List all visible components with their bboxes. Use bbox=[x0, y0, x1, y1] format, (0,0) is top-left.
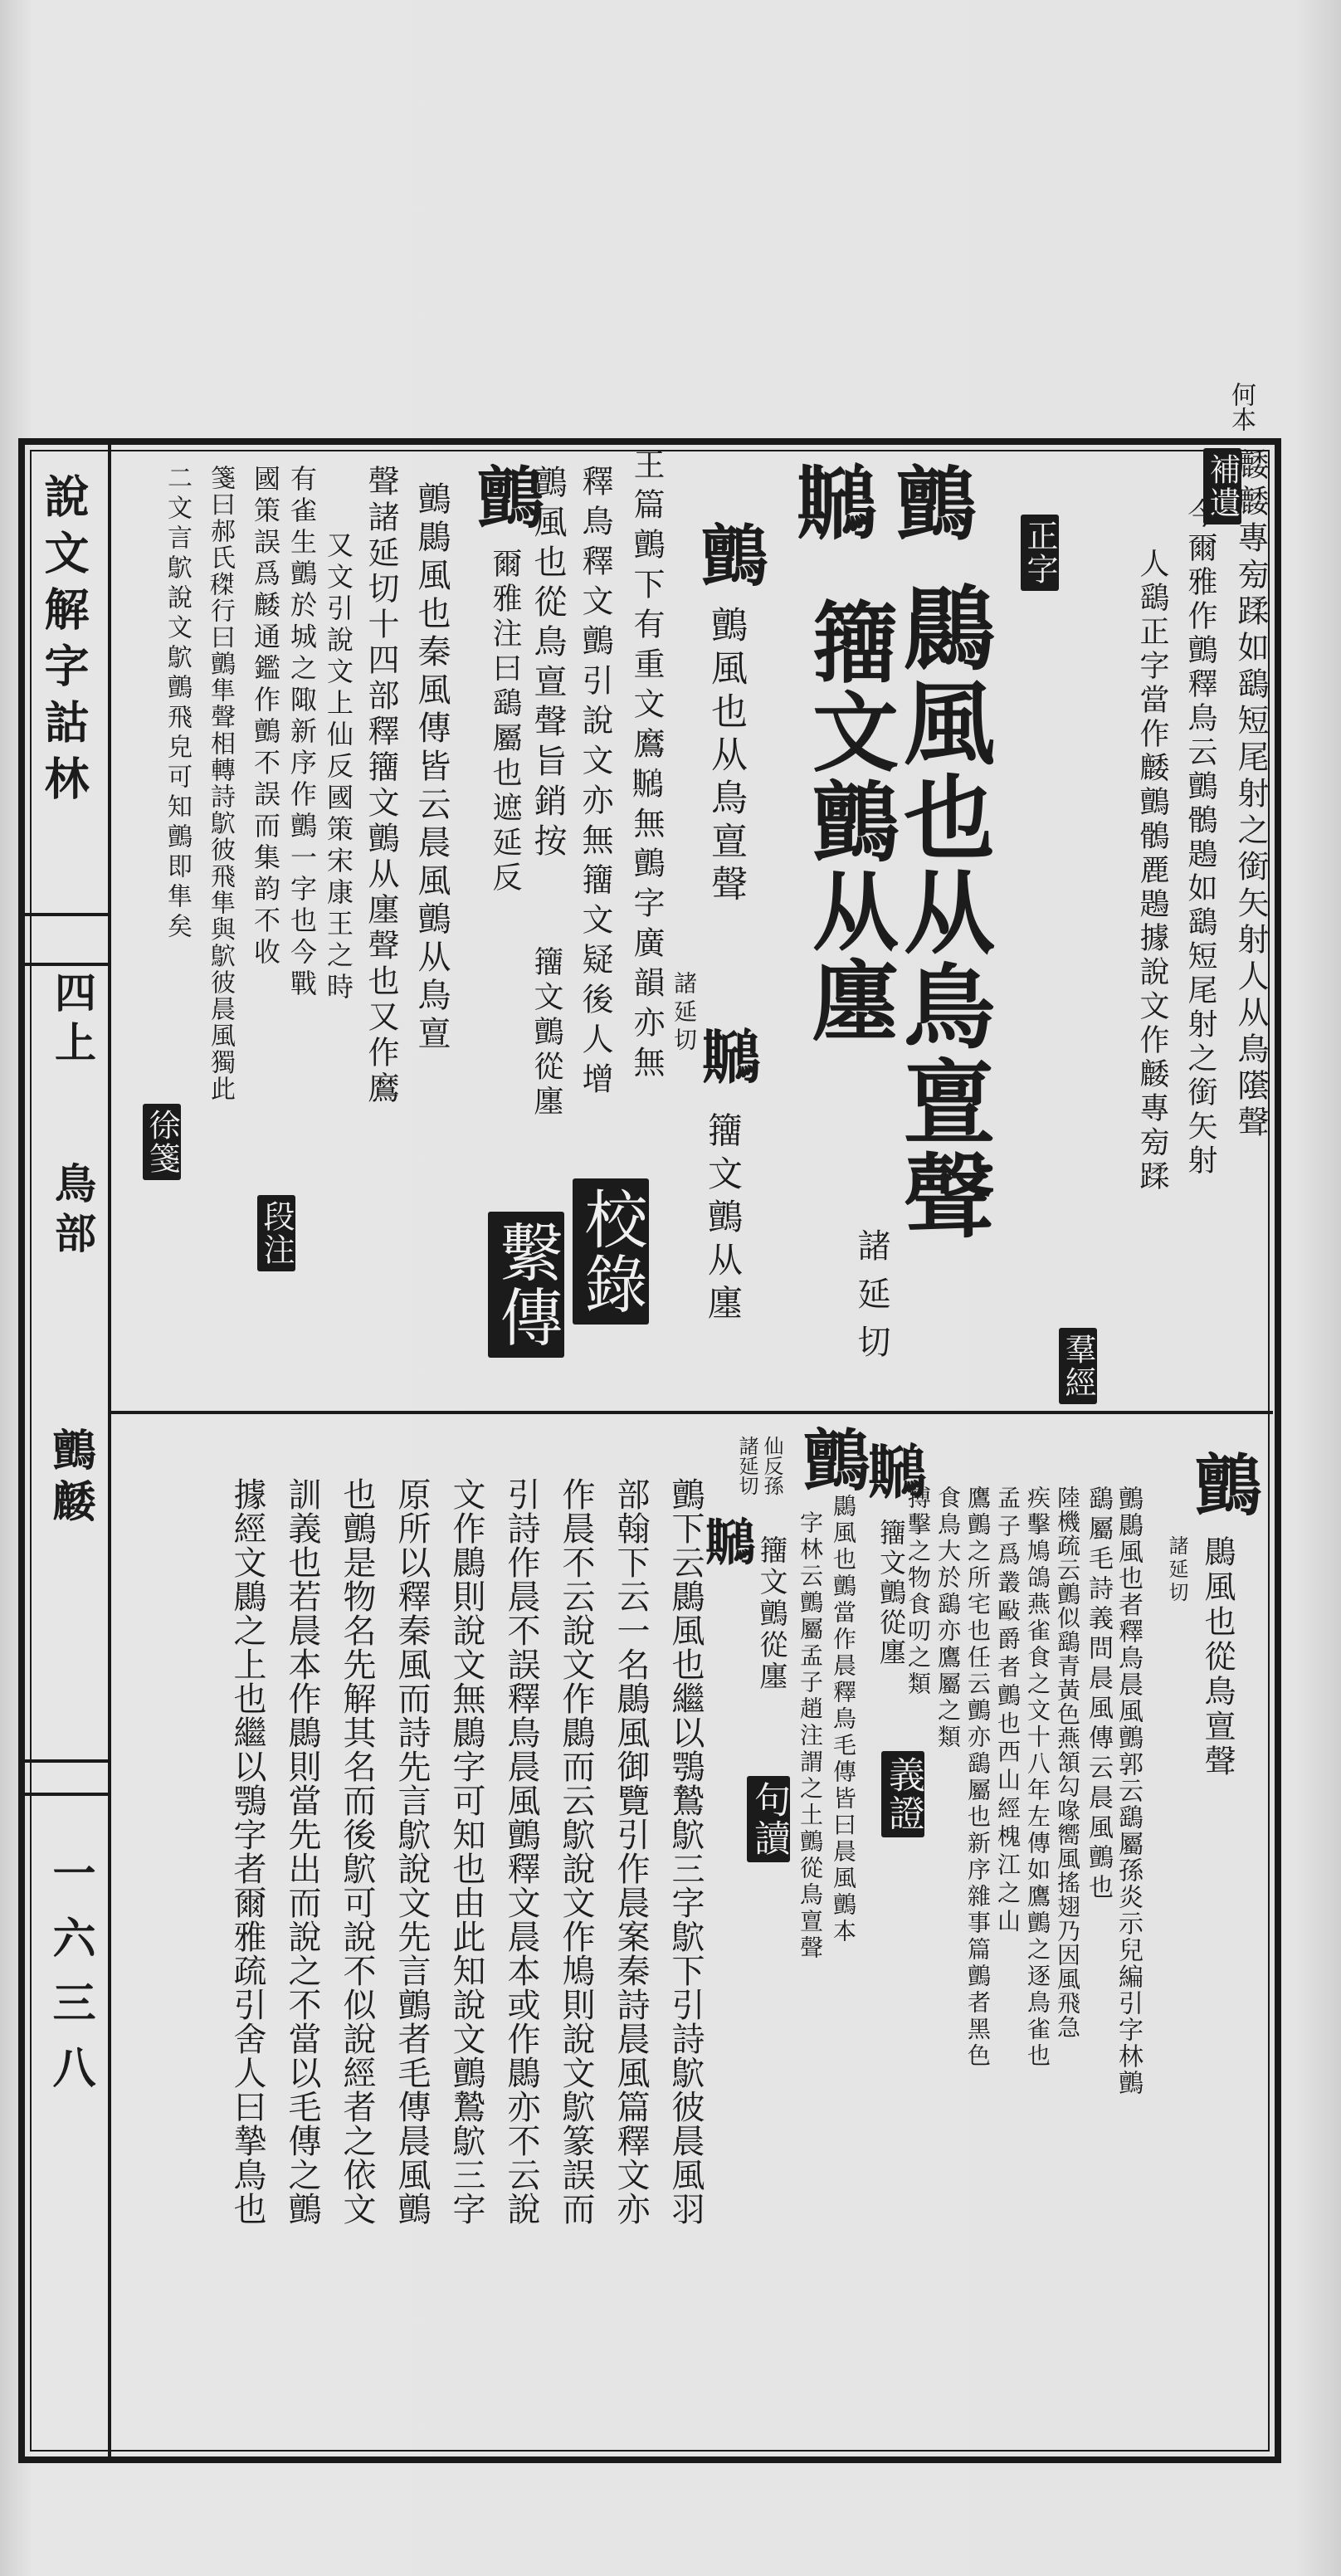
lower-col-12: 仙反孫 bbox=[760, 1436, 783, 1495]
upper-col-12: 有雀生鸇於城之陬新序作鸇一字也今戰 bbox=[286, 465, 318, 1001]
badge-xujian: 徐箋 bbox=[143, 1104, 181, 1180]
lower-fanqie-1: 諸延切 bbox=[1165, 1535, 1188, 1605]
lower-col-1: 鸇鷐風也者釋鳥晨風鸇郭云鷂屬孫炎示兒編引字林鸇 bbox=[1114, 1486, 1143, 2096]
badge-yizheng: 義證 bbox=[881, 1751, 924, 1837]
upper-col-15: 二文言鴥說文鴥鸇飛皃可知鸇即隼矣 bbox=[163, 465, 192, 943]
fanqie-1: 諸延切 bbox=[852, 1228, 890, 1373]
header-label: 何本 bbox=[1226, 382, 1256, 432]
lower-col-21: 也鸇是物名先解其名而後鴥可說不似說經者之依文 bbox=[338, 1477, 376, 2226]
lower-col-10: 鷐風也鸇當作晨釋鳥毛傳皆曰晨風鸇本 bbox=[830, 1494, 857, 1945]
seal-character-5: 鸇 bbox=[477, 459, 544, 537]
margin-rule-2 bbox=[25, 963, 108, 966]
badge-xizhuan: 繫傳 bbox=[488, 1212, 564, 1358]
upper-col-4b: 諸延切 bbox=[670, 971, 698, 1056]
section-divider bbox=[111, 1411, 1273, 1414]
lower-col-6: 鷹鸇之所宅也任云鸇亦鷂屬也新序雜事篇鸇者黑色 bbox=[964, 1486, 992, 2070]
entry-characters: 鸇䴧 bbox=[45, 1427, 95, 1530]
badge-qunjing: 羣經 bbox=[1059, 1328, 1097, 1404]
lower-col-19: 文作鷐則說文無鷐字可知也由此知說文鸇鷙鴥三字 bbox=[447, 1477, 485, 2226]
lower-seal-1: 鸇 bbox=[1195, 1447, 1261, 1525]
badge-jiaolu: 校錄 bbox=[573, 1178, 649, 1325]
lower-col-11: 字林云鸇屬孟子趙注謂之土鸇從鳥亶聲 bbox=[797, 1510, 824, 1962]
seal-character-4: 𪆁 bbox=[702, 1023, 760, 1092]
upper-col-7: 鸇風也從鳥亶聲旨銷按 bbox=[529, 465, 567, 863]
lower-col-9: 籒文鸇從廛 bbox=[875, 1519, 907, 1668]
lower-col-15: 鸇下云鷐風也繼以鶚鷙鴥三字鴥下引詩鴥彼晨風羽 bbox=[666, 1477, 705, 2226]
main-entry-1: 鷐風也从鳥亶聲 bbox=[889, 581, 996, 1243]
upper-col-3: 人鷂正字當作䴧鸇鶻䴡鶗據說文作䴧專㫄蹂 bbox=[1135, 548, 1169, 1194]
upper-col-4c: 籒文鸇从廛 bbox=[703, 1112, 744, 1328]
lower-col-16: 部翰下云一名鷐風御覽引作晨案秦詩晨風篇釋文亦 bbox=[612, 1477, 650, 2226]
lower-col-18: 引詩作晨不誤釋鳥晨風鸇釋文晨本或作鷐亦不云說 bbox=[502, 1477, 540, 2226]
lower-col-2: 鷂屬毛詩義問晨風傳云晨風鸇也 bbox=[1084, 1486, 1113, 1904]
upper-col-1: 䴧䴧專㫄蹂如鷂短尾射之銜矢射人从鳥𨼲聲 bbox=[1232, 448, 1269, 1142]
header-badge: 補遺 bbox=[1203, 448, 1241, 524]
page-number: 一六三八 bbox=[45, 1851, 95, 2110]
lower-main-1: 鷐風也從鳥亶聲 bbox=[1199, 1535, 1236, 1779]
upper-col-9: 鸇鷐風也秦風傳皆云晨風鸇从鳥亶 bbox=[412, 481, 451, 1054]
upper-col-5: 王篇鸇下有重文䳸𪆁無鸇字廣韻亦無 bbox=[628, 448, 665, 1086]
lower-seal-4: 𪆁 bbox=[705, 1515, 755, 1573]
upper-col-14: 箋曰郝氏𥠹行曰鸇隼聲相轉詩鴥彼飛隼與鴥彼晨風獨此 bbox=[206, 465, 235, 1102]
seal-character-1: 鸇 bbox=[896, 457, 976, 551]
lower-seal-2: 𪆁 bbox=[868, 1438, 926, 1507]
lower-col-17: 作晨不云說文作鷐而云鴥說文作鳩則說文鴥篆誤而 bbox=[557, 1477, 595, 2226]
upper-col-13: 國策誤爲䴧通鑑作鸇不誤而集韵不收 bbox=[250, 465, 281, 969]
lower-col-5: 孟子爲叢敺爵者鸇也西山經槐江之山 bbox=[994, 1486, 1022, 1937]
lower-col-20: 原所以釋秦風而詩先言鴥說文先言鸇者毛傳晨風鸇 bbox=[393, 1477, 431, 2226]
lower-seal-3: 鸇 bbox=[803, 1422, 870, 1500]
book-title: 說文解字詁林 bbox=[37, 473, 90, 812]
margin-divider bbox=[108, 445, 111, 2456]
lower-col-13: 諸延切 bbox=[735, 1436, 758, 1495]
lower-col-7: 食鳥大於鷂亦鷹屬之類 bbox=[934, 1486, 962, 1751]
lower-col-22: 訓義也若晨本作鷐則當先出而說之不當以毛傳之鸇 bbox=[283, 1477, 321, 2226]
volume-label: 四上 bbox=[48, 971, 97, 1071]
upper-col-2: 今爾雅作鸇釋鳥云鸇鶻鶗如鷂短尾射之銜矢射 bbox=[1183, 498, 1217, 1178]
lower-col-4: 疾擊鳩鴿燕雀食之文十八年左傳如鷹鸇之逐鳥雀也 bbox=[1024, 1486, 1051, 2070]
margin-rule-3 bbox=[25, 1759, 108, 1763]
upper-col-10: 聲諸延切十四部釋籒文鸇从廛聲也又作䳸 bbox=[363, 465, 399, 1107]
margin-rule-1 bbox=[25, 913, 108, 916]
seal-character-3: 鸇 bbox=[701, 517, 768, 595]
upper-col-11: 又文引說文上仙反國策宋康王之時 bbox=[323, 531, 354, 1004]
main-entry-2: 籒文鸇从廛 bbox=[797, 598, 900, 1046]
upper-col-6: 釋鳥釋文鸇引說文亦無籒文疑後人增 bbox=[577, 465, 613, 1102]
lower-col-14: 籒文鸇從廛 bbox=[754, 1535, 788, 1693]
lower-col-3: 陸機疏云鸇似鷂青黃色燕頷勾喙嚮風搖翅乃因風飛急 bbox=[1054, 1486, 1081, 2039]
lower-col-8: 搏擊之物食叨之類 bbox=[905, 1486, 932, 1698]
seal-character-2: 𪆁 bbox=[797, 457, 876, 551]
upper-col-8: 爾雅注曰鷂屬也遮延反 bbox=[488, 548, 522, 896]
lower-col-23: 據經文鷐之上也繼以鶚字者爾雅疏引舍人曰摯鳥也 bbox=[228, 1477, 266, 2226]
badge-zhengzi: 正字 bbox=[1021, 515, 1059, 591]
upper-col-7b: 籒文鸇從廛 bbox=[529, 946, 563, 1120]
upper-col-4: 鸇風也从鳥亶聲 bbox=[705, 606, 747, 908]
badge-duanzhu: 段注 bbox=[257, 1195, 295, 1271]
margin-rule-4 bbox=[25, 1793, 108, 1796]
badge-judu: 句讀 bbox=[747, 1776, 790, 1862]
radical-label: 鳥部 bbox=[48, 1162, 97, 1261]
